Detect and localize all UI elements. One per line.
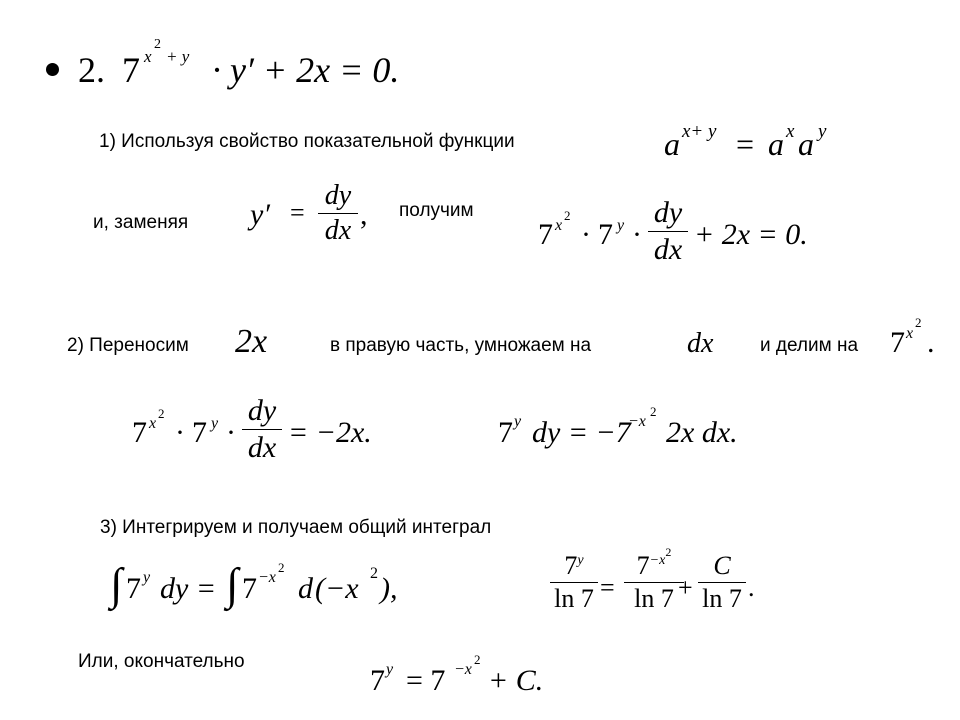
frac2-num	[624, 545, 684, 580]
eq1-den: dx	[247, 431, 277, 464]
bullet-point	[46, 63, 59, 76]
frac2	[624, 545, 684, 613]
int-exp2-sq: 2	[278, 560, 285, 575]
eq2-base1: 7	[498, 416, 513, 449]
eq2-exp1: y	[514, 413, 522, 430]
final-exp1: y	[386, 661, 394, 678]
integral-equation	[110, 560, 410, 610]
step2-equation-2	[498, 404, 758, 454]
res-den: dx	[653, 233, 683, 266]
term-dx: dx	[687, 328, 714, 359]
div-exp: x	[906, 325, 914, 342]
main-eq-exp-sq: 2	[154, 37, 161, 52]
int-tail-c: ),	[380, 572, 398, 605]
final-text: Или, окончательно	[78, 651, 245, 672]
final-base1: 7	[370, 664, 385, 697]
step1-result-equation	[538, 198, 838, 282]
eq2-tail: 2x dx.	[666, 416, 738, 449]
res-dot2: ·	[632, 218, 642, 251]
divisor-term	[890, 315, 950, 362]
int-tail-d: d	[298, 572, 313, 605]
prop-rhs-x: x	[786, 121, 795, 142]
fraction-bar	[648, 231, 688, 232]
frac-eq: =	[600, 573, 615, 602]
step2-equation-1	[132, 396, 392, 480]
res-exp1: x	[555, 217, 563, 234]
fraction-bar	[318, 213, 358, 214]
res-exp1-sq: 2	[564, 208, 571, 223]
fraction-bar	[242, 429, 282, 430]
eq1-dot2: ·	[226, 416, 236, 449]
frac1	[550, 553, 598, 612]
eq1-exp1: x	[149, 415, 157, 432]
deriv-fraction	[318, 182, 358, 245]
div-period: .	[927, 326, 935, 359]
prop-rhs-a1: a	[768, 126, 784, 162]
prop-lhs-exp: x+ y	[682, 121, 717, 142]
fraction-bar	[698, 582, 746, 583]
int-base2: 7	[242, 572, 257, 605]
main-eq-base: 7	[122, 50, 140, 90]
int-exp1: y	[143, 569, 151, 586]
frac3-den: ln 7	[702, 584, 742, 613]
main-eq-rest: · y′ + 2x = 0.	[212, 50, 400, 90]
get-text: получим	[399, 200, 474, 221]
frac2-num-sq: 2	[665, 545, 672, 559]
deriv-lhs: y′	[250, 198, 270, 231]
prop-rhs-a2: a	[798, 126, 814, 162]
main-equation	[122, 37, 402, 96]
step2-text-a: 2) Переносим	[67, 335, 189, 356]
eq1-exp1-sq: 2	[158, 406, 165, 421]
fraction-bar	[550, 582, 598, 583]
term-2x: 2x	[235, 323, 268, 360]
int-tail-b: (−x	[315, 572, 359, 605]
eq1-dot1: ·	[175, 416, 185, 449]
int-tail-sq: 2	[370, 565, 378, 582]
eq1-num: dy	[247, 394, 277, 427]
eq1-exp2: y	[211, 415, 219, 432]
div-base: 7	[890, 326, 905, 359]
frac3-num: C	[713, 551, 731, 580]
res-exp2: y	[617, 217, 625, 234]
frac-plus: +	[678, 573, 693, 602]
frac1-num	[550, 553, 598, 579]
final-tail: + C.	[488, 664, 544, 697]
int-mid1: dy =	[160, 572, 217, 605]
final-exp2: −x	[454, 661, 472, 678]
res-dot1: ·	[581, 218, 591, 251]
eq2-mid: dy = −7	[532, 416, 631, 449]
res-tail: + 2x = 0.	[694, 218, 808, 251]
prop-eq: =	[736, 126, 755, 162]
fraction-bar	[624, 582, 684, 583]
deriv-comma: ,	[360, 198, 368, 231]
step2-text-b: в правую часть, умножаем на	[330, 335, 592, 356]
frac1-num-exp: y	[577, 553, 584, 568]
int-exp2: −x	[258, 569, 276, 586]
step3-text: 3) Интегрируем и получаем общий интеграл	[100, 517, 492, 538]
frac1-num-base: 7	[564, 551, 578, 580]
eq1-tail: = −2x.	[288, 416, 372, 449]
final-mid: = 7	[406, 664, 446, 697]
div-exp-sq: 2	[915, 315, 922, 330]
eq2-exp2-sq: 2	[650, 404, 657, 419]
frac2-num-base: 7	[636, 551, 650, 580]
res-base2: 7	[598, 218, 613, 251]
frac3	[698, 553, 746, 612]
integral-sign-2: ∫	[226, 559, 239, 609]
deriv-den: dx	[324, 215, 352, 246]
step2-text-c: и делим на	[760, 335, 859, 356]
eq1-base1: 7	[132, 416, 147, 449]
main-eq-exp-x: x	[144, 47, 152, 66]
frac2-den: ln 7	[634, 584, 674, 613]
item-number: 2.	[78, 50, 105, 90]
eq2-exp2: −x	[628, 413, 646, 430]
derivative-definition	[250, 182, 380, 262]
integral-sign-1: ∫	[110, 559, 123, 609]
res-fraction	[648, 198, 688, 265]
exp-property-formula	[664, 121, 864, 168]
res-base1: 7	[538, 218, 553, 251]
fractions-equation	[550, 545, 770, 629]
step1-text: 1) Используя свойство показательной функции	[99, 131, 515, 152]
final-equation	[370, 652, 570, 702]
res-num: dy	[653, 196, 683, 229]
int-base1: 7	[126, 572, 141, 605]
frac1-den: ln 7	[554, 584, 594, 613]
final-exp2-sq: 2	[474, 652, 481, 667]
frac-period: .	[748, 573, 755, 602]
deriv-num: dy	[324, 180, 352, 211]
eq1-fraction	[242, 396, 282, 463]
frac2-num-exp: −x	[649, 553, 666, 568]
main-eq-exp-y: + y	[166, 47, 190, 66]
prop-rhs-y: y	[818, 121, 827, 142]
deriv-eq: =	[290, 198, 305, 227]
replace-text: и, заменяя	[93, 212, 189, 233]
eq1-base2: 7	[192, 416, 207, 449]
prop-lhs-base: a	[664, 126, 680, 162]
